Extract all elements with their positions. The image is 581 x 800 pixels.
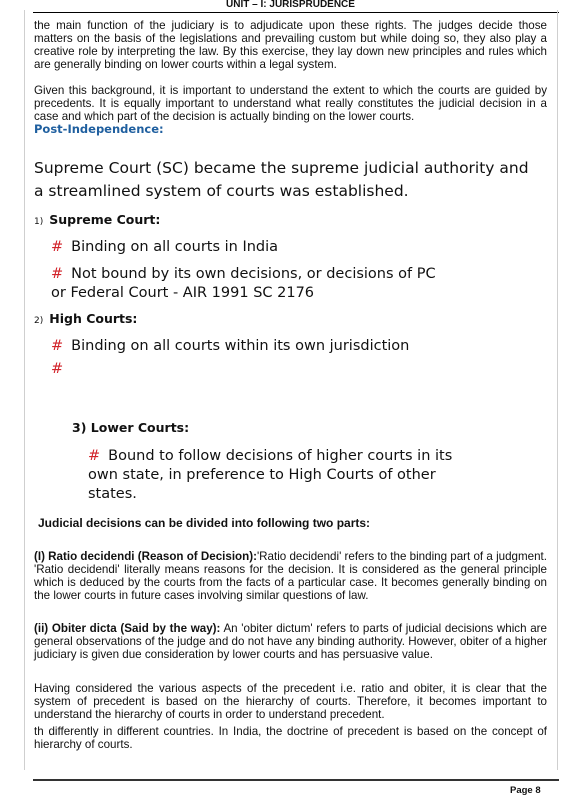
right-page-border xyxy=(557,10,558,770)
obiter-text: An 'obiter dictum' refers to parts of judicial decisions which are general observations of the judge and do not have any binding authority. However, obiter of a higher judiciary is given due consideration by lower courts and has persuasive value. xyxy=(34,622,547,661)
intro-paragraph-1: the main function of the judiciary is to adjudicate upon these rights. The judges decide those matters on the basis of the legislations and prevailing custom but while doing so, they also play a creative role by interpreting the law. By this exercise, they lay down new principles and rules which are generally binding on lower courts within a legal system. xyxy=(34,19,547,71)
ratio-term: (I) Ratio decidendi (Reason of Decision): xyxy=(34,550,257,563)
section-supreme-court-heading xyxy=(34,212,160,227)
intro-paragraph-2: Given this background, it is important to understand the extent to which the courts are guided by precedents. It is equally important to understand what really constitutes the judicial decision in a case and which part of the decision is actually binding on the lower courts. xyxy=(34,84,547,123)
bullet-text: Binding on all courts in India xyxy=(71,239,279,255)
obiter-term: (ii) Obiter dicta (Said by the way): xyxy=(34,622,221,635)
footer-rule xyxy=(33,779,559,781)
division-heading: Judicial decisions can be divided into following two parts: xyxy=(38,516,371,530)
section-lower-courts-heading xyxy=(72,420,189,435)
post-independence-heading: Post-Independence: xyxy=(34,122,164,136)
hash-bullet-icon: # xyxy=(88,448,101,464)
obiter-dicta-paragraph xyxy=(34,622,547,661)
bullet-item xyxy=(88,447,478,504)
bullet-item-empty xyxy=(51,360,531,379)
section-number: 1) xyxy=(34,217,44,227)
hash-bullet-icon: # xyxy=(51,266,64,282)
bullet-text: Not bound by its own decisions, or decisions of PC or Federal Court - AIR 1991 SC 2176 xyxy=(51,266,436,301)
hash-bullet-icon: # xyxy=(51,361,64,377)
header-rule xyxy=(33,12,559,13)
section-title: Supreme Court: xyxy=(49,212,161,227)
page-number: Page 8 xyxy=(510,785,541,796)
ratio-text: 'Ratio decidendi' refers to the binding part of a judgment. 'Ratio decidendi' literally means reasons for the decision. It is considered as the general principle which is deduced by the courts from the facts of a particular case. It becomes generally binding on the lower courts in future cases involving similar questions of law. xyxy=(34,550,547,602)
ratio-decidendi-paragraph xyxy=(34,550,547,602)
section-number: 3) xyxy=(72,420,87,435)
bullet-item xyxy=(51,337,531,356)
section-title: Lower Courts: xyxy=(90,420,190,435)
lead-statement: Supreme Court (SC) became the supreme judicial authority and a streamlined system of courts was established. xyxy=(34,159,529,200)
bullet-text: Bound to follow decisions of higher courts in its own state, in preference to High Courts of other states. xyxy=(88,448,453,502)
bullet-item xyxy=(51,265,451,303)
closing-paragraph-1: Having considered the various aspects of the precedent i.e. ratio and obiter, it is clear that the system of precedent is based on the hierarchy of courts. Therefore, it becomes important to understand the hierarchy of courts in order to understand precedent. xyxy=(34,682,547,721)
hash-bullet-icon: # xyxy=(51,239,64,255)
section-title: High Courts: xyxy=(49,311,138,326)
page-header: UNIT – I: JURISPRUDENCE xyxy=(226,0,355,10)
section-high-courts-heading xyxy=(34,311,137,326)
bullet-text: Binding on all courts within its own jurisdiction xyxy=(71,338,410,354)
hash-bullet-icon: # xyxy=(51,338,64,354)
left-page-border xyxy=(24,10,25,770)
section-number: 2) xyxy=(34,316,44,326)
bullet-item xyxy=(51,238,531,257)
closing-paragraph-2: th differently in different countries. In India, the doctrine of precedent is based on the concept of hierarchy of courts. xyxy=(34,725,547,751)
